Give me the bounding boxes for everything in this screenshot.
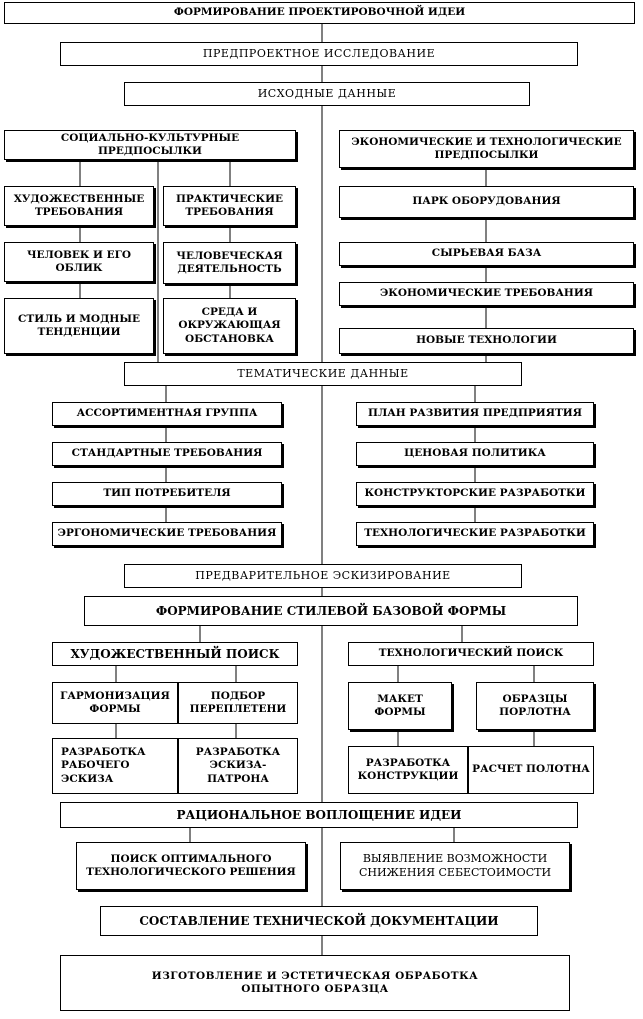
node-human-appearance: ЧЕЛОВЕК И ЕГО ОБЛИК bbox=[4, 242, 154, 282]
node-consumer-type: ТИП ПОТРЕБИТЕЛЯ bbox=[52, 482, 282, 506]
node-cost-reduction: ВЫЯВЛЕНИЕ ВОЗМОЖНОСТИ СНИЖЕНИЯ СЕБЕСТОИМОСТИ bbox=[340, 842, 570, 890]
node-tech-search: ТЕХНОЛОГИЧЕСКИЙ ПОИСК bbox=[348, 642, 594, 666]
node-economic-tech: ЭКОНОМИЧЕСКИЕ И ТЕХНОЛОГИЧЕСКИЕ ПРЕДПОСЫЛКИ bbox=[339, 130, 634, 168]
node-fabric-samples: ОБРАЗЦЫ ПОРЛОТНА bbox=[476, 682, 594, 730]
node-technical-documentation: СОСТАВЛЕНИЕ ТЕХНИЧЕСКОЙ ДОКУМЕНТАЦИИ bbox=[100, 906, 538, 936]
node-art-requirements: ХУДОЖЕСТВЕННЫЕ ТРЕБОВАНИЯ bbox=[4, 186, 154, 226]
node-prototype-manufacturing: ИЗГОТОВЛЕНИЕ И ЭСТЕТИЧЕСКАЯ ОБРАБОТКА ОПЫТНОГО ОБРАЗЦА bbox=[60, 955, 570, 1011]
node-weave-selection: ПОДБОР ПЕРЕПЛЕТЕНИ bbox=[178, 682, 298, 724]
node-design-developments: КОНСТРУКТОРСКИЕ РАЗРАБОТКИ bbox=[356, 482, 594, 506]
node-thematic-data: ТЕМАТИЧЕСКИЕ ДАННЫЕ bbox=[124, 362, 522, 386]
node-style-base-form: ФОРМИРОВАНИЕ СТИЛЕВОЙ БАЗОВОЙ ФОРМЫ bbox=[84, 596, 578, 626]
node-sociocultural: СОЦИАЛЬНО-КУЛЬТУРНЫЕ ПРЕДПОСЫЛКИ bbox=[4, 130, 296, 160]
node-price-policy: ЦЕНОВАЯ ПОЛИТИКА bbox=[356, 442, 594, 466]
node-new-technologies: НОВЫЕ ТЕХНОЛОГИИ bbox=[339, 328, 634, 354]
node-pattern-sketch: РАЗРАБОТКА ЭСКИЗА-ПАТРОНА bbox=[178, 738, 298, 794]
node-economic-requirements: ЭКОНОМИЧЕСКИЕ ТРЕБОВАНИЯ bbox=[339, 282, 634, 306]
node-raw-material-base: СЫРЬЕВАЯ БАЗА bbox=[339, 242, 634, 266]
node-preproject-research: ПРЕДПРОЕКТНОЕ ИССЛЕДОВАНИЕ bbox=[60, 42, 578, 66]
node-form-mockup: МАКЕТ ФОРМЫ bbox=[348, 682, 452, 730]
node-art-search: ХУДОЖЕСТВЕННЫЙ ПОИСК bbox=[52, 642, 298, 666]
node-equipment-park: ПАРК ОБОРУДОВАНИЯ bbox=[339, 186, 634, 218]
node-idea-formation: ФОРМИРОВАНИЕ ПРОЕКТИРОВОЧНОЙ ИДЕИ bbox=[4, 2, 635, 24]
node-enterprise-plan: ПЛАН РАЗВИТИЯ ПРЕДПРИЯТИЯ bbox=[356, 402, 594, 426]
node-assortment-group: АССОРТИМЕНТНАЯ ГРУППА bbox=[52, 402, 282, 426]
node-rational-embodiment: РАЦИОНАЛЬНОЕ ВОПЛОЩЕНИЕ ИДЕИ bbox=[60, 802, 578, 828]
node-environment: СРЕДА И ОКРУЖАЮЩАЯ ОБСТАНОВКА bbox=[163, 298, 296, 354]
node-preliminary-sketching: ПРЕДВАРИТЕЛЬНОЕ ЭСКИЗИРОВАНИЕ bbox=[124, 564, 522, 588]
node-fabric-calculation: РАСЧЕТ ПОЛОТНА bbox=[468, 746, 594, 794]
node-practical-requirements: ПРАКТИЧЕСКИЕ ТРЕБОВАНИЯ bbox=[163, 186, 296, 226]
node-style-trends: СТИЛЬ И МОДНЫЕ ТЕНДЕНЦИИ bbox=[4, 298, 154, 354]
node-ergonomic-requirements: ЭРГОНОМИЧЕСКИЕ ТРЕБОВАНИЯ bbox=[52, 522, 282, 546]
node-form-harmonization: ГАРМОНИЗАЦИЯ ФОРМЫ bbox=[52, 682, 178, 724]
node-human-activity: ЧЕЛОВЕЧЕСКАЯ ДЕЯТЕЛЬНОСТЬ bbox=[163, 242, 296, 284]
node-tech-developments: ТЕХНОЛОГИЧЕСКИЕ РАЗРАБОТКИ bbox=[356, 522, 594, 546]
node-construction-development: РАЗРАБОТКА КОНСТРУКЦИИ bbox=[348, 746, 468, 794]
node-optimal-tech-solution: ПОИСК ОПТИМАЛЬНОГО ТЕХНОЛОГИЧЕСКОГО РЕШЕНИЯ bbox=[76, 842, 306, 890]
node-working-sketch: РАЗРАБОТКА РАБОЧЕГО ЭСКИЗА bbox=[52, 738, 178, 794]
node-standard-requirements: СТАНДАРТНЫЕ ТРЕБОВАНИЯ bbox=[52, 442, 282, 466]
node-source-data: ИСХОДНЫЕ ДАННЫЕ bbox=[124, 82, 530, 106]
